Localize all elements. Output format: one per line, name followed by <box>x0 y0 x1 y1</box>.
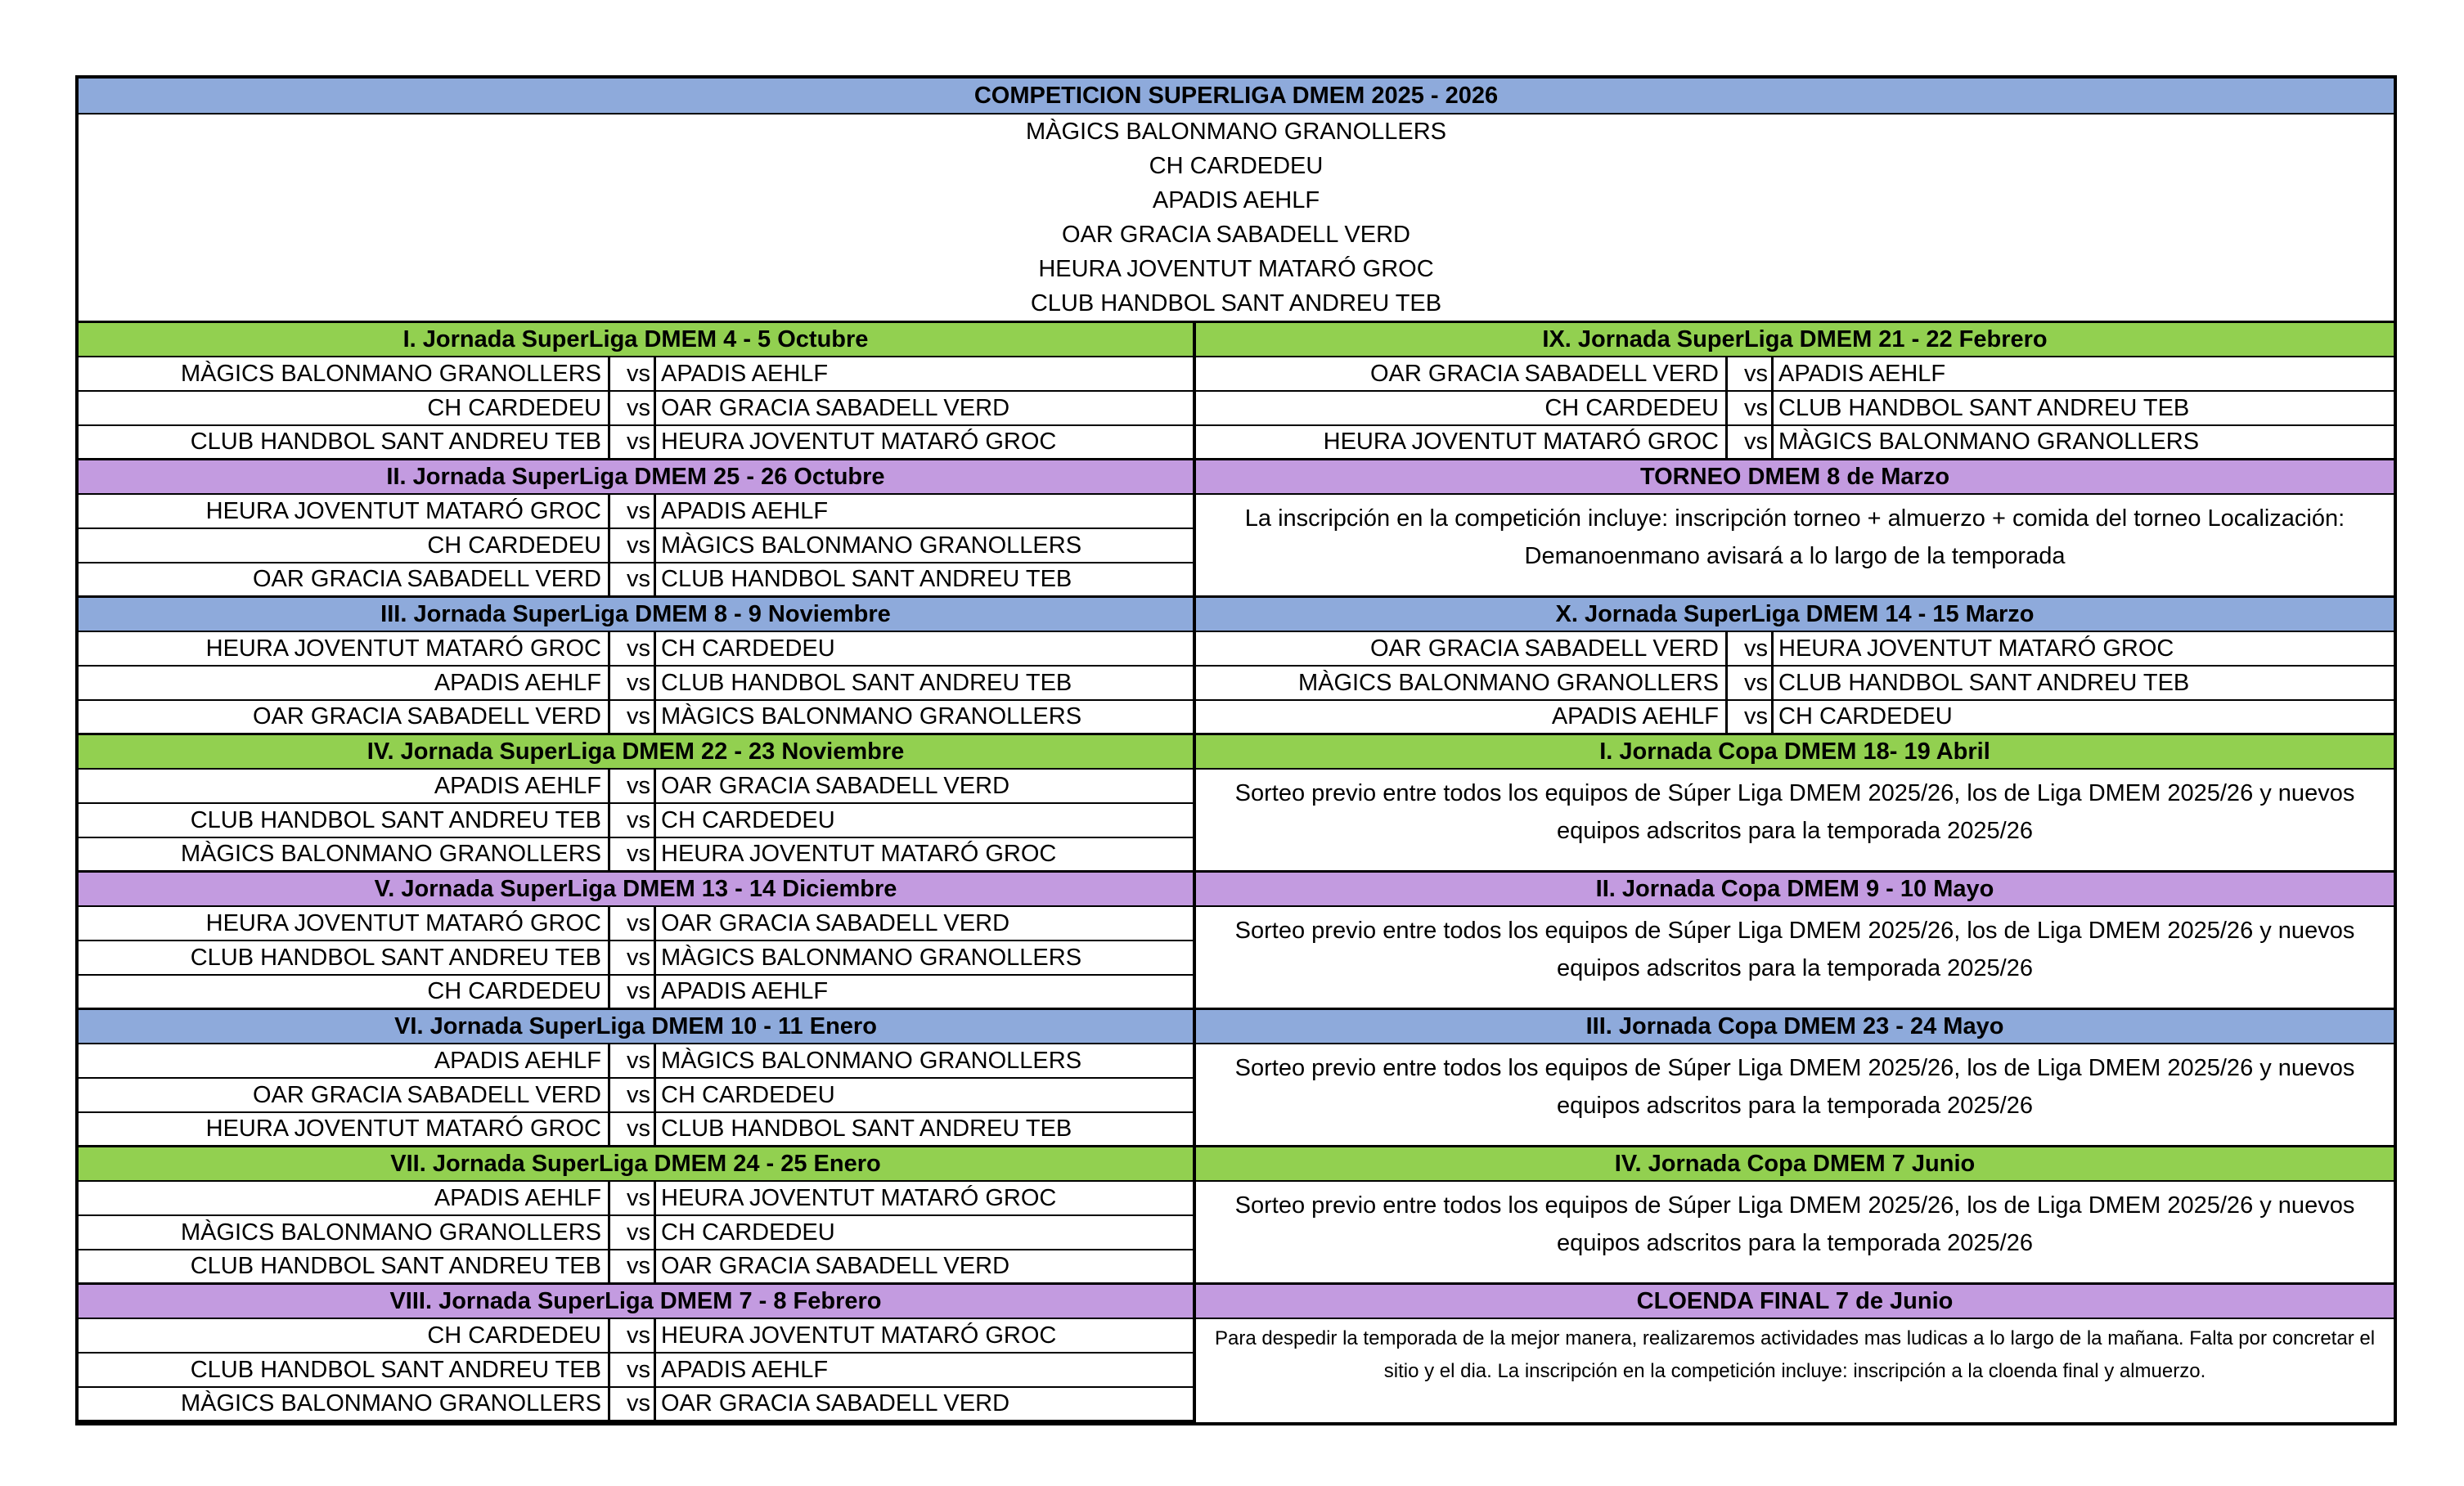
match-row <box>79 426 1193 460</box>
jornada-info: La inscripción en la competición incluye: inscripción torneo + almuerzo + comida del torneo Localización: Demanoenmano avisará a lo largo de la temporada <box>1196 495 2394 598</box>
home-team: CH CARDEDEU <box>79 976 610 1008</box>
match-row <box>79 1113 1193 1147</box>
jornada-info: Para despedir la temporada de la mejor manera, realizaremos actividades mas ludicas a lo largo de la mañana. Falta por concretar el sitio y el dia. La inscripción en la competición incluye: inscripción a la cloenda final y almuerzo. <box>1214 1327 2376 1382</box>
away-team: OAR GRACIA SABADELL VERD <box>661 909 1010 936</box>
jornada-header: V. Jornada SuperLiga DMEM 13 - 14 Diciembre <box>79 873 1193 907</box>
home-team: OAR GRACIA SABADELL VERD <box>1196 357 1728 390</box>
vs-label: vs <box>610 1216 656 1249</box>
match-row <box>79 357 1193 392</box>
away-team: CLUB HANDBOL SANT ANDREU TEB <box>1778 669 2190 696</box>
jornada-header: III. Jornada Copa DMEM 23 - 24 Mayo <box>1196 1010 2394 1044</box>
match-row <box>79 495 1193 529</box>
jornada-block <box>79 1285 1193 1422</box>
vs-label: vs <box>610 907 656 940</box>
away-team: HEURA JOVENTUT MATARÓ GROC <box>661 1322 1057 1349</box>
match-row <box>1196 632 2394 667</box>
vs-label: vs <box>610 495 656 528</box>
jornada-block <box>1196 598 2394 735</box>
vs-label: vs <box>610 838 656 870</box>
vs-label: vs <box>610 976 656 1008</box>
match-row <box>79 1388 1193 1422</box>
away-team: CH CARDEDEU <box>1778 703 1953 730</box>
away-team: MÀGICS BALONMANO GRANOLLERS <box>661 1047 1082 1074</box>
team-name: HEURA JOVENTUT MATARÓ GROC <box>1038 255 1434 282</box>
match-row <box>79 392 1193 426</box>
competition-title: COMPETICION SUPERLIGA DMEM 2025 - 2026 <box>79 79 2394 114</box>
away-team: HEURA JOVENTUT MATARÓ GROC <box>661 841 1057 867</box>
jornada-block <box>1196 323 2394 460</box>
jornada-block <box>1196 460 2394 598</box>
home-team: HEURA JOVENTUT MATARÓ GROC <box>79 632 610 665</box>
vs-label: vs <box>1728 667 1774 699</box>
schedule-sheet <box>75 75 2397 1425</box>
vs-label: vs <box>1728 701 1774 733</box>
away-team: OAR GRACIA SABADELL VERD <box>661 1253 1010 1279</box>
jornada-block <box>79 1010 1193 1147</box>
match-row <box>1196 357 2394 392</box>
jornada-header: I. Jornada Copa DMEM 18- 19 Abril <box>1196 735 2394 770</box>
vs-label: vs <box>1728 357 1774 390</box>
away-team: OAR GRACIA SABADELL VERD <box>661 772 1010 799</box>
vs-label: vs <box>610 1113 656 1145</box>
home-team: MÀGICS BALONMANO GRANOLLERS <box>79 1388 610 1420</box>
jornada-info: Sorteo previo entre todos los equipos de Súper Liga DMEM 2025/26, los de Liga DMEM 2025/26 y nuevos equipos adscritos para la temporada 2025/26 <box>1196 907 2394 1010</box>
match-row <box>1196 701 2394 735</box>
jornada-header: VIII. Jornada SuperLiga DMEM 7 - 8 Febrero <box>79 1285 1193 1319</box>
home-team: HEURA JOVENTUT MATARÓ GROC <box>79 907 610 940</box>
vs-label: vs <box>610 1354 656 1386</box>
right-column <box>1196 323 2394 1422</box>
away-team: CLUB HANDBOL SANT ANDREU TEB <box>1778 394 2190 421</box>
team-name: OAR GRACIA SABADELL VERD <box>1061 221 1410 248</box>
match-row <box>79 701 1193 735</box>
match-row <box>79 563 1193 598</box>
match-row <box>79 1319 1193 1354</box>
jornada-header: I. Jornada SuperLiga DMEM 4 - 5 Octubre <box>79 323 1193 357</box>
away-team: HEURA JOVENTUT MATARÓ GROC <box>1778 635 2174 662</box>
jornada-header: X. Jornada SuperLiga DMEM 14 - 15 Marzo <box>1196 598 2394 632</box>
jornada-info: Sorteo previo entre todos los equipos de Súper Liga DMEM 2025/26, los de Liga DMEM 2025/26 y nuevos equipos adscritos para la temporada 2025/26 <box>1196 1182 2394 1285</box>
home-team: CLUB HANDBOL SANT ANDREU TEB <box>79 1250 610 1282</box>
away-team: APADIS AEHLF <box>661 978 829 1004</box>
vs-label: vs <box>610 1250 656 1282</box>
vs-label: vs <box>1728 632 1774 665</box>
match-row <box>79 529 1193 563</box>
away-team: CH CARDEDEU <box>661 635 835 662</box>
away-team: MÀGICS BALONMANO GRANOLLERS <box>661 532 1082 559</box>
jornada-block <box>79 735 1193 873</box>
team-name: CLUB HANDBOL SANT ANDREU TEB <box>1030 290 1442 317</box>
home-team: MÀGICS BALONMANO GRANOLLERS <box>1196 667 1728 699</box>
home-team: APADIS AEHLF <box>79 1044 610 1077</box>
away-team: APADIS AEHLF <box>661 497 829 524</box>
jornada-info: Sorteo previo entre todos los equipos de Súper Liga DMEM 2025/26, los de Liga DMEM 2025/26 y nuevos equipos adscritos para la temporada 2025/26 <box>1196 1044 2394 1147</box>
home-team: CH CARDEDEU <box>79 1319 610 1352</box>
vs-label: vs <box>610 667 656 699</box>
match-row <box>79 838 1193 873</box>
match-row <box>79 1044 1193 1079</box>
jornada-block <box>1196 1285 2394 1422</box>
jornada-header: CLOENDA FINAL 7 de Junio <box>1196 1285 2394 1319</box>
home-team: APADIS AEHLF <box>1196 701 1728 733</box>
away-team: HEURA JOVENTUT MATARÓ GROC <box>661 1184 1057 1211</box>
vs-label: vs <box>610 632 656 665</box>
away-team: MÀGICS BALONMANO GRANOLLERS <box>1778 429 2200 455</box>
home-team: CLUB HANDBOL SANT ANDREU TEB <box>79 1354 610 1386</box>
home-team: CLUB HANDBOL SANT ANDREU TEB <box>79 804 610 837</box>
jornada-block <box>79 873 1193 1010</box>
jornada-block <box>1196 1147 2394 1285</box>
home-team: HEURA JOVENTUT MATARÓ GROC <box>1196 426 1728 458</box>
jornada-block <box>1196 1010 2394 1147</box>
match-row <box>79 1216 1193 1250</box>
home-team: HEURA JOVENTUT MATARÓ GROC <box>79 495 610 528</box>
vs-label: vs <box>610 1079 656 1111</box>
match-row <box>79 770 1193 804</box>
jornada-header: IV. Jornada SuperLiga DMEM 22 - 23 Noviembre <box>79 735 1193 770</box>
home-team: CLUB HANDBOL SANT ANDREU TEB <box>79 426 610 458</box>
vs-label: vs <box>610 1388 656 1420</box>
match-row <box>79 1182 1193 1216</box>
away-team: CLUB HANDBOL SANT ANDREU TEB <box>661 1116 1072 1142</box>
match-row <box>79 1250 1193 1285</box>
vs-label: vs <box>610 1044 656 1077</box>
jornada-header: III. Jornada SuperLiga DMEM 8 - 9 Noviembre <box>79 598 1193 632</box>
match-row <box>79 632 1193 667</box>
match-row <box>1196 392 2394 426</box>
match-row <box>79 667 1193 701</box>
jornada-info: Sorteo previo entre todos los equipos de Súper Liga DMEM 2025/26, los de Liga DMEM 2025/26 y nuevos equipos adscritos para la temporada 2025/26 <box>1196 770 2394 873</box>
jornada-header: II. Jornada Copa DMEM 9 - 10 Mayo <box>1196 873 2394 907</box>
away-team: CLUB HANDBOL SANT ANDREU TEB <box>661 669 1072 696</box>
home-team: OAR GRACIA SABADELL VERD <box>79 1079 610 1111</box>
jornada-block <box>1196 735 2394 873</box>
teams-list <box>79 114 2394 323</box>
away-team: APADIS AEHLF <box>661 1356 829 1383</box>
match-row <box>79 976 1193 1010</box>
away-team: APADIS AEHLF <box>661 360 829 387</box>
vs-label: vs <box>1728 426 1774 458</box>
vs-label: vs <box>610 1319 656 1352</box>
away-team: MÀGICS BALONMANO GRANOLLERS <box>661 944 1082 971</box>
jornada-block <box>1196 873 2394 1010</box>
left-column <box>79 323 1196 1422</box>
away-team: OAR GRACIA SABADELL VERD <box>661 1390 1010 1416</box>
match-row <box>79 1354 1193 1388</box>
home-team: CH CARDEDEU <box>1196 392 1728 424</box>
away-team: HEURA JOVENTUT MATARÓ GROC <box>661 429 1057 455</box>
jornada-header: IX. Jornada SuperLiga DMEM 21 - 22 Febrero <box>1196 323 2394 357</box>
home-team: CLUB HANDBOL SANT ANDREU TEB <box>79 941 610 974</box>
vs-label: vs <box>610 770 656 802</box>
vs-label: vs <box>610 426 656 458</box>
jornada-header: II. Jornada SuperLiga DMEM 25 - 26 Octubre <box>79 460 1193 495</box>
away-team: CH CARDEDEU <box>661 806 835 833</box>
home-team: APADIS AEHLF <box>79 770 610 802</box>
home-team: OAR GRACIA SABADELL VERD <box>1196 632 1728 665</box>
vs-label: vs <box>610 392 656 424</box>
jornada-block <box>79 323 1193 460</box>
jornada-block <box>79 598 1193 735</box>
team-name: CH CARDEDEU <box>1149 152 1324 179</box>
home-team: CH CARDEDEU <box>79 392 610 424</box>
vs-label: vs <box>610 529 656 562</box>
jornada-header: TORNEO DMEM 8 de Marzo <box>1196 460 2394 495</box>
home-team: MÀGICS BALONMANO GRANOLLERS <box>79 1216 610 1249</box>
jornada-header: IV. Jornada Copa DMEM 7 Junio <box>1196 1147 2394 1182</box>
jornada-block <box>79 1147 1193 1285</box>
team-name: APADIS AEHLF <box>1152 186 1320 213</box>
vs-label: vs <box>610 1182 656 1214</box>
home-team: HEURA JOVENTUT MATARÓ GROC <box>79 1113 610 1145</box>
vs-label: vs <box>610 941 656 974</box>
vs-label: vs <box>610 357 656 390</box>
away-team: CLUB HANDBOL SANT ANDREU TEB <box>661 566 1072 592</box>
home-team: CH CARDEDEU <box>79 529 610 562</box>
match-row <box>79 804 1193 838</box>
home-team: MÀGICS BALONMANO GRANOLLERS <box>79 838 610 870</box>
away-team: MÀGICS BALONMANO GRANOLLERS <box>661 703 1082 730</box>
home-team: MÀGICS BALONMANO GRANOLLERS <box>79 357 610 390</box>
away-team: CH CARDEDEU <box>661 1219 835 1246</box>
vs-label: vs <box>1728 392 1774 424</box>
away-team: OAR GRACIA SABADELL VERD <box>661 394 1010 421</box>
match-row <box>79 941 1193 976</box>
team-name: MÀGICS BALONMANO GRANOLLERS <box>1025 118 1447 145</box>
vs-label: vs <box>610 701 656 733</box>
jornada-header: VI. Jornada SuperLiga DMEM 10 - 11 Enero <box>79 1010 1193 1044</box>
home-team: APADIS AEHLF <box>79 1182 610 1214</box>
jornada-block <box>79 460 1193 598</box>
home-team: OAR GRACIA SABADELL VERD <box>79 563 610 595</box>
match-row <box>1196 426 2394 460</box>
match-row <box>79 1079 1193 1113</box>
match-row <box>1196 667 2394 701</box>
home-team: OAR GRACIA SABADELL VERD <box>79 701 610 733</box>
vs-label: vs <box>610 804 656 837</box>
away-team: CH CARDEDEU <box>661 1081 835 1108</box>
schedule-grid <box>79 323 2394 1422</box>
jornada-header: VII. Jornada SuperLiga DMEM 24 - 25 Enero <box>79 1147 1193 1182</box>
away-team: APADIS AEHLF <box>1778 360 1946 387</box>
vs-label: vs <box>610 563 656 595</box>
home-team: APADIS AEHLF <box>79 667 610 699</box>
match-row <box>79 907 1193 941</box>
